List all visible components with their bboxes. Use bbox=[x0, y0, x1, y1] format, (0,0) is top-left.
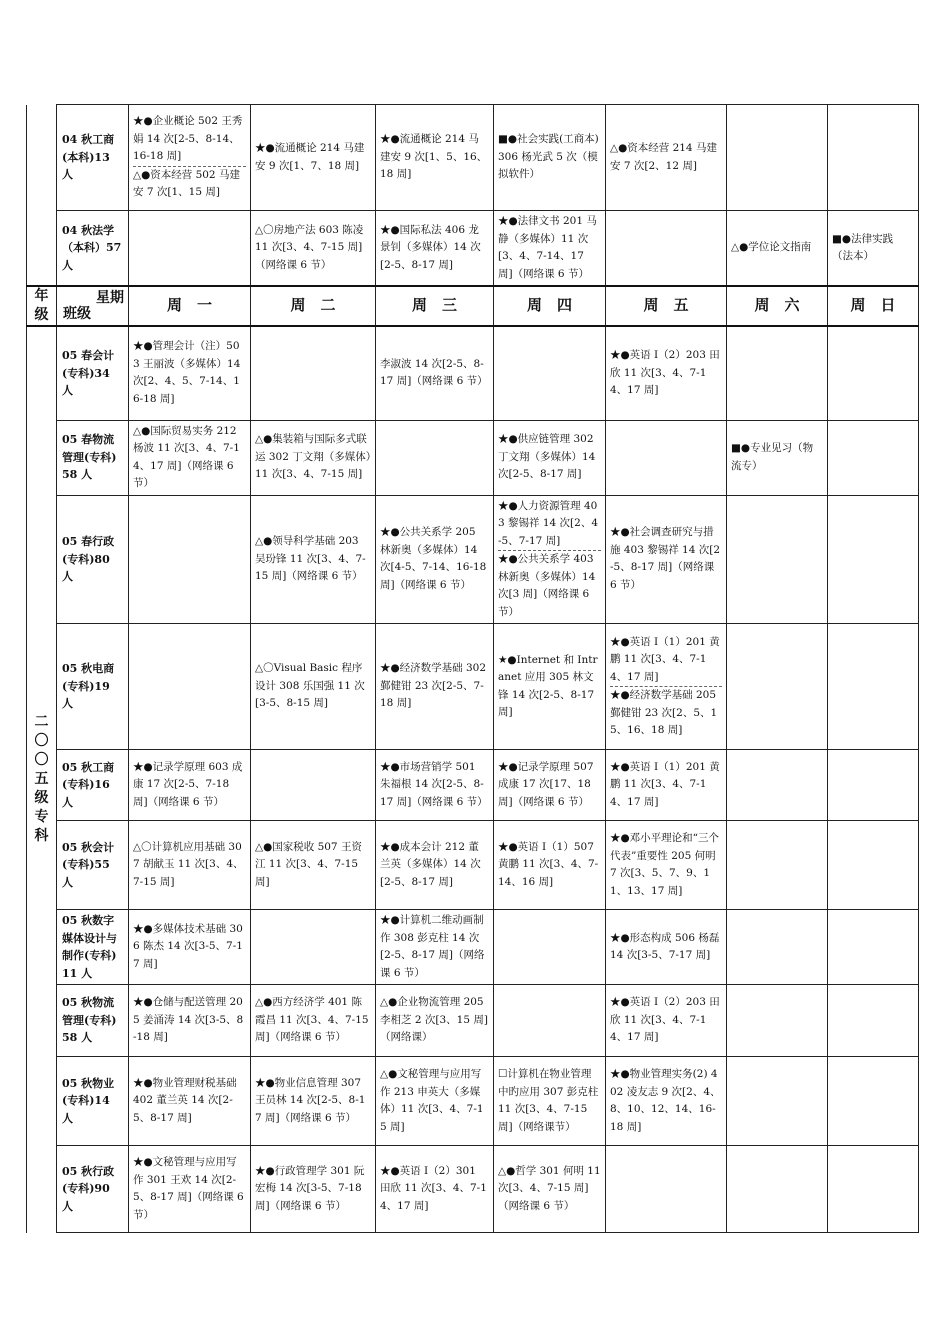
class-row bbox=[27, 1057, 919, 1146]
course-entry: △●哲学 301 何明 11 次[3、4、7-15 周]（网络课 6 节） bbox=[498, 1164, 601, 1212]
schedule-cell-sat bbox=[727, 211, 828, 287]
schedule-cell-sun bbox=[828, 821, 919, 910]
schedule-cell-fri bbox=[606, 1057, 727, 1146]
schedule-cell-thu bbox=[494, 105, 606, 211]
schedule-cell-mon bbox=[129, 750, 251, 821]
day-header-tue: 周 二 bbox=[251, 286, 376, 326]
day-header-thu: 周 四 bbox=[494, 286, 606, 326]
grade-header-char-2: 级 bbox=[34, 307, 49, 323]
class-header: 班级 bbox=[63, 306, 91, 322]
class-name-cell: 05 春行政(专科)80 人 bbox=[57, 495, 129, 624]
schedule-cell-wed bbox=[376, 821, 494, 910]
schedule-cell-mon bbox=[129, 326, 251, 420]
course-entry: ★●记录学原理 603 成康 17 次[2-5、7-18 周]（网络课 6 节） bbox=[133, 760, 243, 808]
schedule-cell-mon bbox=[129, 420, 251, 495]
class-name-cell: 05 春物流管理(专科)58 人 bbox=[57, 420, 129, 495]
grade-empty-cell bbox=[27, 105, 57, 287]
grade-group-char: 级 bbox=[34, 790, 49, 807]
schedule-cell-tue bbox=[251, 420, 376, 495]
class-name-cell: 05 春会计(专科)34 人 bbox=[57, 326, 129, 420]
class-row bbox=[27, 1146, 919, 1233]
course-entry: ★●多媒体技术基础 306 陈杰 14 次[3-5、7-17 周] bbox=[133, 922, 243, 970]
class-row bbox=[27, 420, 919, 495]
timetable-top-section bbox=[27, 105, 919, 287]
course-entry: ★●英语 I（1）201 黄鹏 11 次[3、4、7-14、17 周] bbox=[610, 635, 720, 683]
schedule-cell-sun bbox=[828, 624, 919, 750]
class-name-cell: 05 秋物流管理(专科)58 人 bbox=[57, 985, 129, 1057]
schedule-cell-tue bbox=[251, 821, 376, 910]
schedule-cell-tue bbox=[251, 1057, 376, 1146]
grade-group-char: 〇 bbox=[34, 733, 49, 750]
grade-group-label bbox=[33, 713, 51, 846]
course-entry: △●企业物流管理 205 李相芝 2 次[3、15 周]（网络课） bbox=[380, 996, 488, 1044]
schedule-cell-thu bbox=[494, 326, 606, 420]
schedule-cell-thu bbox=[494, 750, 606, 821]
class-row bbox=[27, 750, 919, 821]
schedule-cell-fri bbox=[606, 910, 727, 985]
grade-header-char-1: 年 bbox=[34, 288, 49, 304]
schedule-cell-sun bbox=[828, 211, 919, 287]
course-entry: ★●文秘管理与应用写作 301 王欢 14 次[2-5、8-17 周]（网络课 6 节） bbox=[133, 1156, 244, 1221]
schedule-cell-wed bbox=[376, 750, 494, 821]
schedule-cell-thu bbox=[494, 985, 606, 1057]
timetable-sheet bbox=[26, 104, 918, 1233]
schedule-cell-tue bbox=[251, 326, 376, 420]
schedule-cell-sat bbox=[727, 326, 828, 420]
course-entry: △〇Visual Basic 程序设计 308 乐国强 11 次[3-5、8-15 周] bbox=[255, 662, 365, 710]
course-entry: ★●经济数学基础 205 鄞健钳 23 次[2、5、15、16、18 周] bbox=[610, 686, 722, 740]
grade-group-cell bbox=[27, 326, 57, 1233]
class-row bbox=[27, 821, 919, 910]
course-entry: △●领导科学基础 203 吴玢锋 11 次[3、4、7-15 周]（网络课 6 节） bbox=[255, 535, 366, 582]
schedule-cell-thu bbox=[494, 420, 606, 495]
schedule-cell-sun bbox=[828, 105, 919, 211]
day-header-fri: 周 五 bbox=[606, 286, 727, 326]
day-header-mon: 周 一 bbox=[129, 286, 251, 326]
schedule-cell-thu bbox=[494, 1146, 606, 1233]
course-entry: ★●物业管理财税基础 402 董兰英 14 次[2-5、8-17 周] bbox=[133, 1076, 237, 1124]
course-entry: ☐计算机在物业管理中旳应用 307 彭克柱 11 次[3、4、7-15 周]（网络课节） bbox=[498, 1068, 599, 1133]
course-entry: ★●管理会计（注）503 王丽波（多媒体）14 次[2、4、5、7-14、16-18 周] bbox=[133, 340, 241, 405]
schedule-cell-mon bbox=[129, 1057, 251, 1146]
class-name-cell: 05 秋工商(专科)16 人 bbox=[57, 750, 129, 821]
schedule-cell-fri bbox=[606, 105, 727, 211]
course-entry: ★●市场营销学 501 朱福根 14 次[2-5、8-17 周]（网络课 6 节） bbox=[380, 760, 488, 808]
course-entry: ★●企业概论 502 王秀娟 14 次[2-5、8-14、16-18 周] bbox=[133, 115, 243, 163]
course-entry: ★●计算机二维动画制作 308 彭克柱 14 次[2-5、8-17 周]（网络课 6 节） bbox=[380, 914, 485, 979]
header-row bbox=[27, 286, 919, 326]
course-entry: △〇计算机应用基础 307 胡献玉 11 次[3、4、7-15 周] bbox=[133, 840, 244, 888]
schedule-cell-fri bbox=[606, 326, 727, 420]
course-entry: △●国际贸易实务 212 杨波 11 次[3、4、7-14、17 周]（网络课 6 节） bbox=[133, 424, 240, 489]
schedule-cell-mon bbox=[129, 624, 251, 750]
schedule-cell-thu bbox=[494, 624, 606, 750]
class-row bbox=[27, 105, 919, 211]
course-entry: △●国家税收 507 王资江 11 次[3、4、7-15 周] bbox=[255, 840, 362, 888]
course-entry: ★●公共关系学 403 林新奥（多媒体）14 次[3 周]（网络课 6 节） bbox=[498, 550, 601, 621]
course-entry: ■●社会实践(工商本)306 杨光武 5 次（模拟软件） bbox=[498, 133, 599, 181]
course-entry: ★●物业信息管理 307 王员林 14 次[2-5、8-17 周]（网络课 6 节） bbox=[255, 1076, 366, 1124]
course-entry: ★●经济数学基础 302 鄞健钳 23 次[2-5、7-18 周] bbox=[380, 662, 487, 710]
schedule-cell-fri bbox=[606, 985, 727, 1057]
timetable bbox=[26, 104, 919, 1233]
class-row bbox=[27, 326, 919, 420]
schedule-cell-sun bbox=[828, 985, 919, 1057]
grade-group-char: 五 bbox=[34, 771, 49, 788]
grade-group-char: 〇 bbox=[34, 752, 49, 769]
schedule-cell-tue bbox=[251, 624, 376, 750]
schedule-cell-sat bbox=[727, 420, 828, 495]
course-entry: ★●行政管理学 301 阮宏梅 14 次[3-5、7-18 周]（网络课 6 节） bbox=[255, 1164, 365, 1212]
course-entry: ★●流通概论 214 马建安 9 次[1、5、16、18 周] bbox=[380, 133, 488, 181]
schedule-cell-sat bbox=[727, 985, 828, 1057]
schedule-cell-thu bbox=[494, 821, 606, 910]
class-name-cell: 05 秋电商(专科)19 人 bbox=[57, 624, 129, 750]
course-entry: ★●人力资源管理 403 黎锡祥 14 次[2、4-5、7-17 周] bbox=[498, 499, 599, 547]
class-row bbox=[27, 910, 919, 985]
schedule-cell-mon bbox=[129, 985, 251, 1057]
course-entry: △●学位论文指南 bbox=[731, 241, 812, 254]
course-entry: △●文秘管理与应用写作 213 申英大（多媒体）11 次[3、4、7-15 周] bbox=[380, 1068, 484, 1133]
schedule-cell-fri bbox=[606, 750, 727, 821]
weekday-header: 星期 bbox=[96, 290, 124, 306]
schedule-cell-tue bbox=[251, 495, 376, 624]
schedule-cell-sun bbox=[828, 326, 919, 420]
schedule-cell-tue bbox=[251, 211, 376, 287]
schedule-cell-fri bbox=[606, 211, 727, 287]
schedule-cell-sat bbox=[727, 624, 828, 750]
schedule-cell-wed bbox=[376, 495, 494, 624]
schedule-cell-fri bbox=[606, 420, 727, 495]
grade-group-char: 二 bbox=[34, 714, 49, 731]
schedule-cell-thu bbox=[494, 1057, 606, 1146]
schedule-cell-mon bbox=[129, 211, 251, 287]
schedule-cell-mon bbox=[129, 495, 251, 624]
timetable-header bbox=[27, 286, 919, 326]
day-header-sun: 周 日 bbox=[828, 286, 919, 326]
schedule-cell-sat bbox=[727, 1057, 828, 1146]
course-entry: 李淑波 14 次[2-5、8-17 周]（网络课 6 节） bbox=[380, 357, 488, 388]
class-weekday-header-cell bbox=[57, 286, 129, 326]
schedule-cell-tue bbox=[251, 1146, 376, 1233]
course-entry: ★●国际私法 406 龙景钊（多媒体）14 次[2-5、8-17 周] bbox=[380, 223, 481, 271]
day-header-sat: 周 六 bbox=[727, 286, 828, 326]
schedule-cell-mon bbox=[129, 910, 251, 985]
course-entry: ★●成本会计 212 董兰英（多媒体）14 次[2-5、8-17 周] bbox=[380, 840, 481, 888]
schedule-cell-sat bbox=[727, 750, 828, 821]
course-entry: ■●法律实践（法本） bbox=[832, 232, 894, 262]
schedule-cell-tue bbox=[251, 105, 376, 211]
course-entry: ★●流通概论 214 马建安 9 次[1、7、18 周] bbox=[255, 142, 365, 172]
schedule-cell-sun bbox=[828, 910, 919, 985]
course-entry: ★●法律文书 201 马静（多媒体）11 次[3、4、7-14、17 周]（网络课 6 节） bbox=[498, 215, 597, 280]
schedule-cell-wed bbox=[376, 1057, 494, 1146]
class-row bbox=[27, 495, 919, 624]
schedule-cell-sat bbox=[727, 495, 828, 624]
course-entry: ★●英语 I（1）507 黄鹏 11 次[3、4、7-14、16 周] bbox=[498, 840, 599, 888]
class-row bbox=[27, 624, 919, 750]
course-entry: ★●社会调查研究与措施 403 黎锡祥 14 次[2-5、8-17 周]（网络课 6 节） bbox=[610, 526, 721, 591]
day-header-wed: 周 三 bbox=[376, 286, 494, 326]
course-entry: ★●供应链管理 302 丁文翔（多媒体）14 次[2-5、8-17 周] bbox=[498, 433, 596, 481]
schedule-cell-wed bbox=[376, 910, 494, 985]
course-entry: ★●英语 I（2）203 田欣 11 次[3、4、7-14、17 周] bbox=[610, 996, 720, 1044]
schedule-cell-fri bbox=[606, 624, 727, 750]
class-name-cell: 05 秋物业(专科)14 人 bbox=[57, 1057, 129, 1146]
course-entry: ★●英语 I（2）203 田欣 11 次[3、4、7-14、17 周] bbox=[610, 349, 720, 396]
schedule-cell-wed bbox=[376, 985, 494, 1057]
schedule-cell-sat bbox=[727, 821, 828, 910]
schedule-cell-tue bbox=[251, 750, 376, 821]
class-name-cell: 05 秋行政(专科)90 人 bbox=[57, 1146, 129, 1233]
schedule-cell-mon bbox=[129, 1146, 251, 1233]
schedule-cell-tue bbox=[251, 910, 376, 985]
class-row bbox=[27, 211, 919, 287]
timetable-bottom-section bbox=[27, 326, 919, 1233]
schedule-cell-sun bbox=[828, 1146, 919, 1233]
schedule-cell-mon bbox=[129, 821, 251, 910]
class-name-cell: 04 秋工商(本科)13 人 bbox=[57, 105, 129, 211]
course-entry: ★●形态构成 506 杨磊 14 次[3-5、7-17 周] bbox=[610, 931, 720, 961]
schedule-cell-sat bbox=[727, 105, 828, 211]
schedule-cell-sun bbox=[828, 750, 919, 821]
schedule-cell-wed bbox=[376, 326, 494, 420]
schedule-cell-wed bbox=[376, 624, 494, 750]
course-entry: ★●英语 I（2）301 田欣 11 次[3、4、7-14、17 周] bbox=[380, 1164, 487, 1212]
schedule-cell-wed bbox=[376, 211, 494, 287]
course-entry: ★●物业管理实务(2) 402 凌友志 9 次[2、4、8、10、12、14、16-18 周] bbox=[610, 1068, 721, 1133]
course-entry: △〇房地产法 603 陈凌 11 次[3、4、7-15 周]（网络课 6 节） bbox=[255, 223, 364, 271]
course-entry: ★●仓储与配送管理 205 姜涌涛 14 次[3-5、8-18 周] bbox=[133, 996, 244, 1044]
schedule-cell-fri bbox=[606, 1146, 727, 1233]
course-entry: △●西方经济学 401 陈霞昌 11 次[3、4、7-15 周]（网络课 6 节） bbox=[255, 996, 369, 1044]
schedule-cell-mon bbox=[129, 105, 251, 211]
schedule-cell-wed bbox=[376, 105, 494, 211]
course-entry: △●集装箱与国际多式联运 302 丁文翔（多媒体）11 次[3、4、7-15 周] bbox=[255, 433, 371, 481]
schedule-cell-sat bbox=[727, 910, 828, 985]
class-name-cell: 05 秋数字媒体设计与制作(专科)11 人 bbox=[57, 910, 129, 985]
schedule-cell-fri bbox=[606, 821, 727, 910]
course-entry: ★●邓小平理论和“三个代表”重要性 205 何明 7 次[3、5、7、9、11、13、17 周] bbox=[610, 832, 720, 897]
schedule-cell-sun bbox=[828, 495, 919, 624]
schedule-cell-sun bbox=[828, 1057, 919, 1146]
schedule-cell-wed bbox=[376, 420, 494, 495]
course-entry: ★●记录学原理 507 成康 17 次[17、18 周]（网络课 6 节） bbox=[498, 760, 594, 808]
schedule-cell-thu bbox=[494, 495, 606, 624]
grade-group-char: 科 bbox=[34, 828, 49, 845]
course-entry: △●资本经营 502 马建安 7 次[1、15 周] bbox=[133, 166, 246, 202]
schedule-cell-sat bbox=[727, 1146, 828, 1233]
class-name-cell: 05 秋会计(专科)55 人 bbox=[57, 821, 129, 910]
course-entry: ★●公共关系学 205 林新奥（多媒体）14 次[4-5、7-14、16-18 周]（网络课 6 节） bbox=[380, 526, 487, 591]
class-name-cell: 04 秋法学（本科）57 人 bbox=[57, 211, 129, 287]
grade-header-cell bbox=[27, 286, 57, 326]
schedule-cell-tue bbox=[251, 985, 376, 1057]
schedule-cell-sun bbox=[828, 420, 919, 495]
course-entry: ★●Internet 和 Intranet 应用 305 林文锋 14 次[2-5、8-17 周] bbox=[498, 653, 598, 718]
course-entry: ■●专业见习（物流专） bbox=[731, 442, 814, 472]
grade-group-char: 专 bbox=[34, 809, 49, 826]
course-entry: ★●英语 I（1）201 黄鹏 11 次[3、4、7-14、17 周] bbox=[610, 760, 720, 808]
schedule-cell-thu bbox=[494, 910, 606, 985]
schedule-cell-thu bbox=[494, 211, 606, 287]
course-entry: △●资本经营 214 马建安 7 次[2、12 周] bbox=[610, 142, 717, 172]
class-row bbox=[27, 985, 919, 1057]
schedule-cell-fri bbox=[606, 495, 727, 624]
schedule-cell-wed bbox=[376, 1146, 494, 1233]
